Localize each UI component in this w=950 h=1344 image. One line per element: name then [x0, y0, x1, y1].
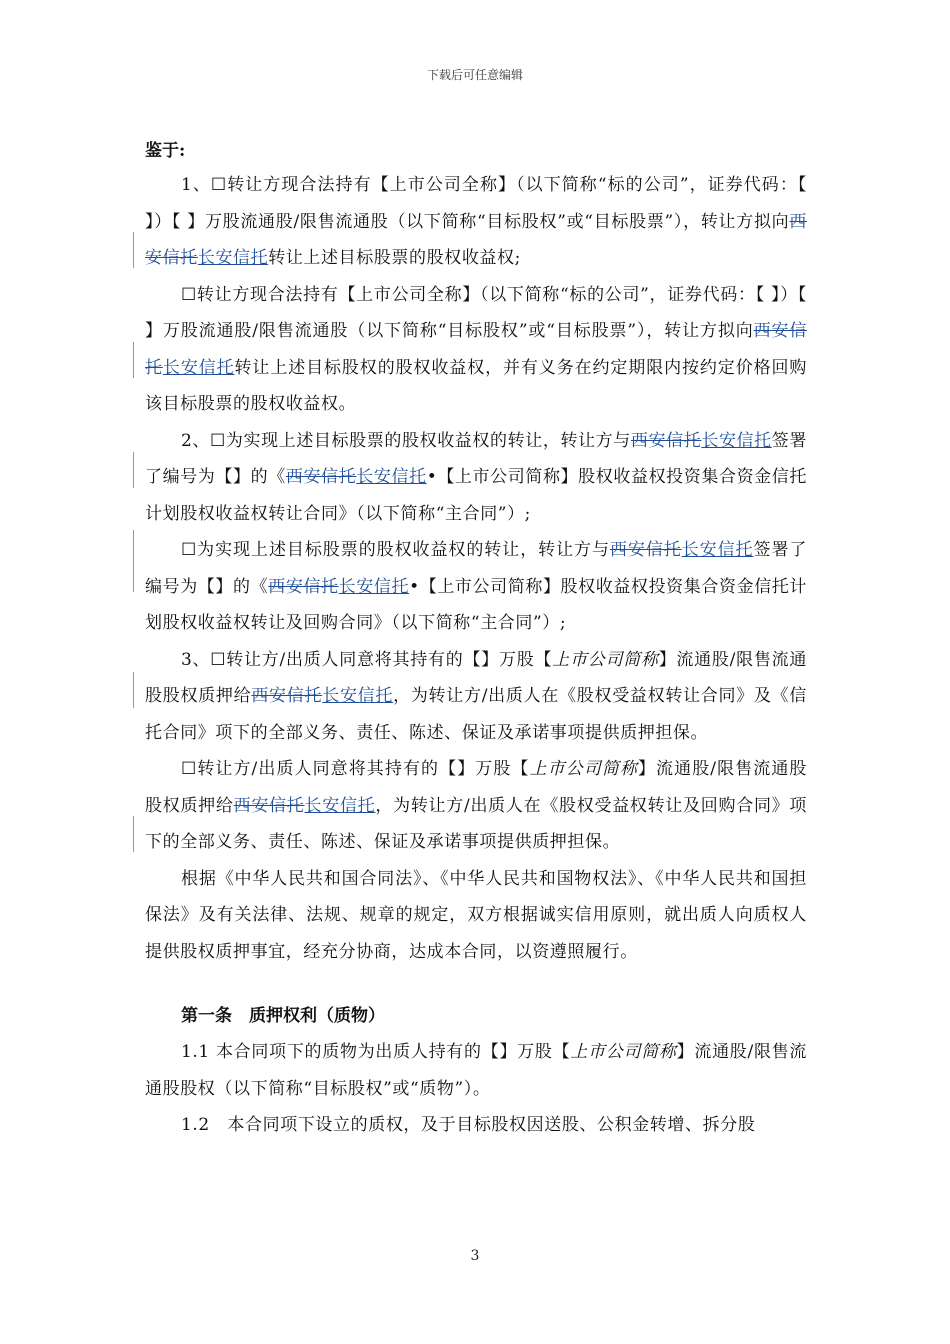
recital-2: 2、☐为实现上述目标股票的股权收益权的转让，转让方与西安信托长安信托签署了编号为【】的《西安信托长安信托•【上市公司简称】股权收益权投资集合资金信托计划股权收益权转让合同》（以下简称“主合同”）;	[145, 430, 807, 524]
revision-bar	[133, 452, 134, 488]
inserted-text: 长安信托	[338, 576, 410, 597]
deleted-text: 西安信托	[145, 321, 807, 378]
recital-3: 3、☐转让方/出质人同意将其持有的【】万股【上市公司简称】流通股/限售流通股股权质押给西安信托长安信托，为转让方/出质人在《股权受益权转让合同》及《信托合同》项下的全部义务、责任、陈述、保证及承诺事项提供质押担保。	[145, 649, 807, 743]
recital-3-alt: ☐转让方/出质人同意将其持有的【】万股【上市公司简称】流通股/限售流通股股权质押给西安信托长安信托，为转让方/出质人在《股权受益权转让及回购合同》项下的全部义务、责任、陈述、保证及承诺事项提供质押担保。	[145, 759, 808, 852]
inserted-text: 长安信托	[162, 357, 235, 378]
inserted-text: 长安信托	[356, 467, 427, 487]
revision-bar	[133, 232, 134, 268]
page-header: 下载后可任意编辑	[426, 68, 523, 82]
deleted-text: 西安信托	[609, 540, 682, 560]
document-body	[145, 133, 807, 1144]
page-number: 3	[470, 1248, 480, 1264]
italic-text: 上市公司简称	[552, 649, 659, 670]
recital-legal-basis: 根据《中华人民共和国合同法》、《中华人民共和国物权法》、《中华人民共和国担保法》及有关法律、法规、规章的规定，双方根据诚实信用原则，就出质人向质权人提供股权质押事宜，经充分协商，达成本合同，以资遵照履行。	[145, 868, 807, 962]
inserted-text: 长安信托	[197, 248, 269, 268]
recital-2-alt: ☐为实现上述目标股票的股权收益权的转让，转让方与西安信托长安信托签署了编号为【】的《西安信托长安信托•【上市公司简称】股权收益权投资集合资金信托计划股权收益权转让及回购合同》（以下简称“主合同”）;	[145, 540, 807, 633]
deleted-text: 西安信托	[251, 686, 323, 706]
deleted-text: 西安信托	[268, 576, 339, 597]
clause-1-1: 1.1 本合同项下的质物为出质人持有的【】万股【上市公司简称】流通股/限售流通股股权（以下简称“目标股权”或“质物”）。	[145, 1042, 807, 1099]
clause-1-2: 1.2 本合同项下设立的质权，及于目标股权因送股、公积金转增、拆分股	[181, 1115, 756, 1135]
inserted-text: 长安信托	[322, 686, 394, 706]
italic-text: 上市公司简称	[570, 1042, 677, 1062]
revision-bar	[133, 672, 134, 708]
inserted-text: 长安信托	[681, 540, 754, 560]
recital-1-alt: ☐转让方现合法持有【上市公司全称】（以下简称“标的公司”，证券代码：【 】）【 】万股流通股/限售流通股（以下简称“目标股权”或“目标股票”），转让方拟向西安信托长安信托转让上述目标股权的股权收益权，并有义务在约定期限内按约定价格回购该目标股票的股权收益权。	[145, 284, 807, 414]
section-1-title: 第一条 质押权利（质物）	[181, 1006, 385, 1026]
revision-bar	[133, 816, 134, 852]
deleted-text: 西安信托	[285, 467, 357, 487]
deleted-text: 西安信托	[233, 795, 305, 816]
deleted-text: 西安信托	[630, 430, 702, 451]
whereas-heading: 鉴于:	[145, 141, 186, 161]
italic-text: 上市公司简称	[529, 759, 638, 779]
inserted-text: 长安信托	[304, 795, 376, 816]
deleted-text: 西安信托	[145, 211, 807, 268]
inserted-text: 长安信托	[701, 430, 772, 451]
revision-bar	[133, 530, 134, 592]
revision-bar	[133, 342, 134, 378]
recital-1: 1、☐转让方现合法持有【上市公司全称】（以下简称“标的公司”，证券代码：【 】）【 】万股流通股/限售流通股（以下简称“目标股权”或“目标股票”），转让方拟向西安信托长安信托转让上述目标股票的股权收益权;	[145, 175, 807, 268]
